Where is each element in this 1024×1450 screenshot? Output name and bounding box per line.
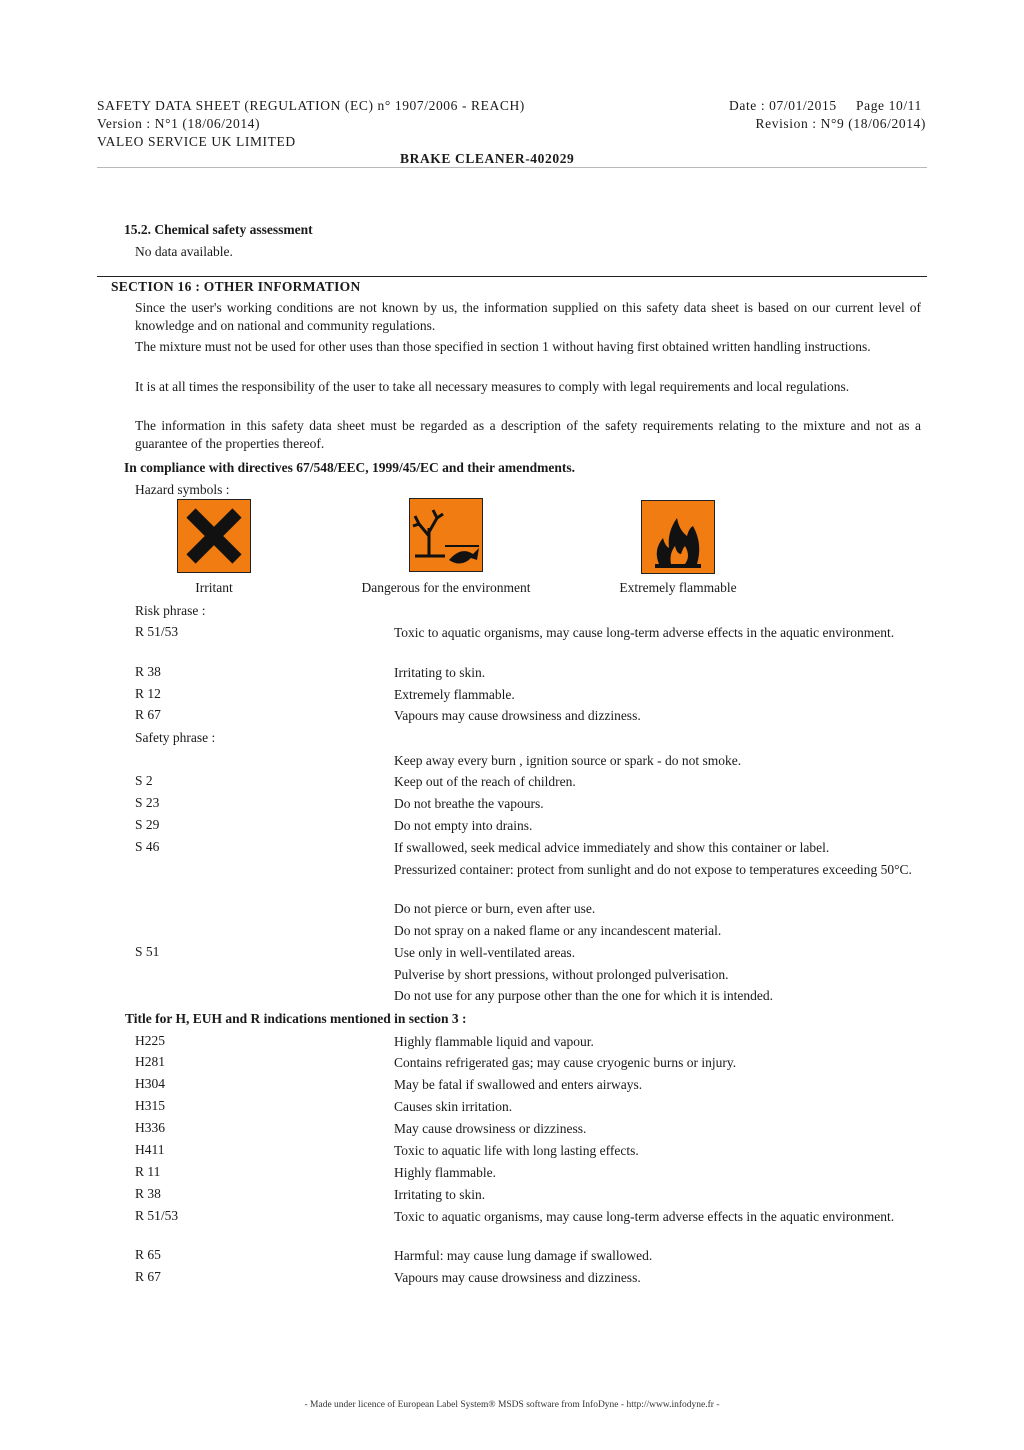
phrase-text: Do not pierce or burn, even after use. (394, 901, 596, 916)
risk-phrase-label: Risk phrase : (135, 603, 206, 618)
issue-date: Date : 07/01/2015 (729, 98, 837, 113)
phrase-code: H411 (135, 1142, 165, 1157)
section-16-title: SECTION 16 : OTHER INFORMATION (111, 279, 361, 294)
phrase-text: If swallowed, seek medical advice immediately and show this container or label. (394, 840, 830, 855)
phrase-code: R 38 (135, 664, 161, 679)
dead-tree-fish-icon (409, 498, 483, 576)
phrase-code: S 46 (135, 839, 160, 854)
phrase-text: Highly flammable liquid and vapour. (394, 1034, 594, 1049)
phrase-code: R 65 (135, 1247, 161, 1262)
phrase-text: May be fatal if swallowed and enters airways. (394, 1077, 643, 1092)
phrase-code: R 67 (135, 707, 161, 722)
phrase-text: Pressurized container: protect from sunlight and do not expose to temperatures exceeding 50°C. (394, 862, 912, 877)
phrase-text: Do not breathe the vapours. (394, 796, 544, 811)
phrase-text: Irritating to skin. (394, 665, 486, 680)
paragraph: The information in this safety data sheet must be regarded as a description of the safety requirements relating to the mixture and not as a guarantee of the properties thereof. (135, 418, 921, 451)
phrase-code: R 67 (135, 1269, 161, 1284)
irritant-x-icon (177, 499, 251, 577)
phrase-code: H304 (135, 1076, 165, 1091)
phrase-text: Use only in well-ventilated areas. (394, 945, 576, 960)
product-name: BRAKE CLEANER-402029 (400, 151, 575, 166)
paragraph: It is at all times the responsibility of the user to take all necessary measures to comply with legal requirements and local regulations. (135, 379, 850, 394)
phrase-text: Vapours may cause drowsiness and dizziness. (394, 1270, 641, 1285)
phrase-code: R 11 (135, 1164, 161, 1179)
phrase-text: Keep out of the reach of children. (394, 774, 576, 789)
paragraph: The mixture must not be used for other uses than those specified in section 1 without having first obtained written handling instructions. (135, 339, 871, 354)
sds-title: SAFETY DATA SHEET (REGULATION (EC) n° 1907/2006 - REACH) (97, 98, 525, 113)
phrase-text: Do not spray on a naked flame or any incandescent material. (394, 923, 722, 938)
safety-phrase-label: Safety phrase : (135, 730, 216, 745)
phrase-text: Vapours may cause drowsiness and dizziness. (394, 708, 641, 723)
hazard-symbols-label: Hazard symbols : (135, 482, 230, 497)
phrase-text: Pulverise by short pressions, without prolonged pulverisation. (394, 967, 729, 982)
phrase-text: Do not empty into drains. (394, 818, 533, 833)
page-number: Page 10/11 (856, 98, 922, 113)
phrase-text: Toxic to aquatic organisms, may cause long-term adverse effects in the aquatic environment. (394, 625, 895, 640)
paragraph: Since the user's working conditions are not known by us, the information supplied on this safety data sheet is based on our current level of knowledge and on national and community regulations. (135, 300, 921, 333)
revision-line: Revision : N°9 (18/06/2014) (755, 116, 926, 131)
symbol-label: Extremely flammable (619, 580, 737, 595)
section-15-2-text: No data available. (135, 244, 233, 259)
footer-licence: - Made under licence of European Label System® MSDS software from InfoDyne - http://www.infodyne.fr - (304, 1400, 720, 1410)
phrase-code: H336 (135, 1120, 165, 1135)
phrase-text: Highly flammable. (394, 1165, 496, 1180)
version-line: Version : N°1 (18/06/2014) (97, 116, 261, 131)
phrase-code: H281 (135, 1054, 165, 1069)
section-15-2-title: 15.2. Chemical safety assessment (124, 222, 313, 237)
phrase-text: Keep away every burn , ignition source or spark - do not smoke. (394, 753, 742, 768)
phrase-code: H225 (135, 1033, 165, 1048)
phrase-text: Toxic to aquatic life with long lasting effects. (394, 1143, 639, 1158)
phrase-code: S 51 (135, 944, 160, 959)
phrase-text: May cause drowsiness or dizziness. (394, 1121, 587, 1136)
phrase-code: R 51/53 (135, 624, 179, 639)
phrase-code: R 38 (135, 1186, 161, 1201)
symbol-label: Dangerous for the environment (361, 580, 531, 595)
phrase-code: R 51/53 (135, 1208, 179, 1223)
phrase-text: Extremely flammable. (394, 687, 515, 702)
flame-icon (641, 500, 715, 578)
phrase-text: Contains refrigerated gas; may cause cryogenic burns or injury. (394, 1055, 737, 1070)
section-16-divider (97, 276, 927, 277)
titles-heading: Title for H, EUH and R indications mentioned in section 3 : (125, 1011, 467, 1026)
compliance-heading: In compliance with directives 67/548/EEC, 1999/45/EC and their amendments. (124, 460, 576, 475)
phrase-text: Causes skin irritation. (394, 1099, 513, 1114)
phrase-code: S 29 (135, 817, 160, 832)
phrase-code: R 12 (135, 686, 161, 701)
phrase-text: Toxic to aquatic organisms, may cause long-term adverse effects in the aquatic environment. (394, 1209, 895, 1224)
phrase-text: Harmful: may cause lung damage if swallowed. (394, 1248, 653, 1263)
phrase-code: S 2 (135, 773, 153, 788)
company-name: VALEO SERVICE UK LIMITED (97, 134, 296, 149)
phrase-text: Do not use for any purpose other than the one for which it is intended. (394, 988, 774, 1003)
phrase-code: S 23 (135, 795, 160, 810)
header-divider (97, 167, 927, 168)
phrase-code: H315 (135, 1098, 165, 1113)
symbol-label: Irritant (195, 580, 233, 595)
phrase-text: Irritating to skin. (394, 1187, 486, 1202)
